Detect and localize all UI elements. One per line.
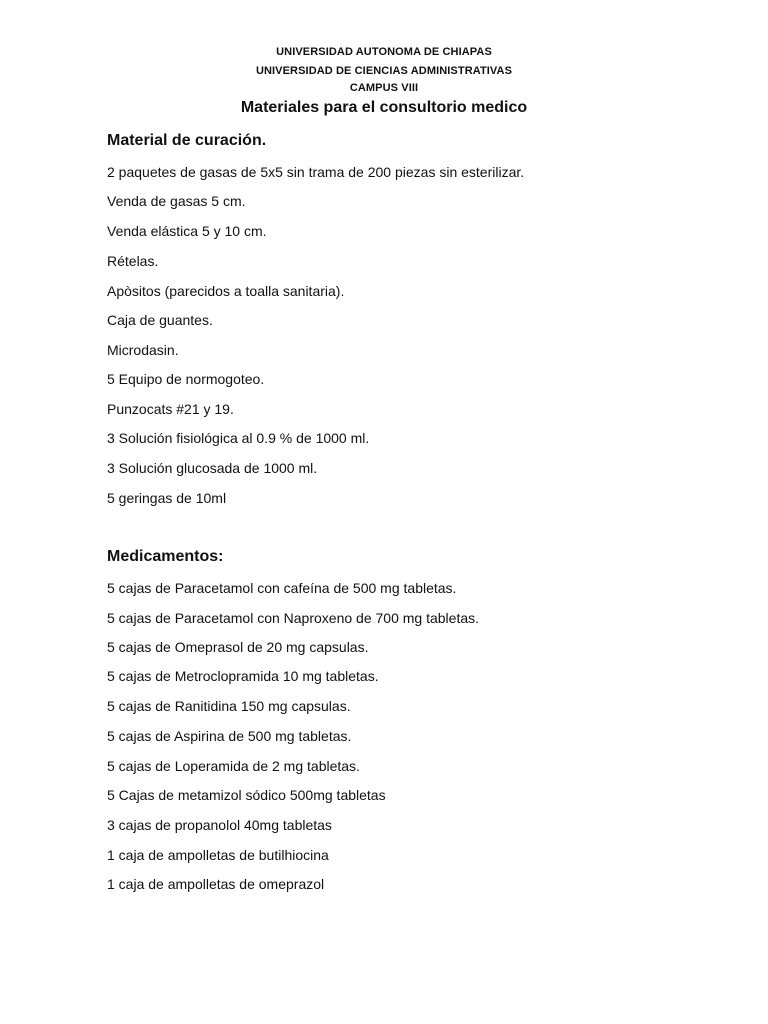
list-item: 5 cajas de Aspirina de 500 mg tabletas. (107, 728, 352, 744)
faculty-name: UNIVERSIDAD DE CIENCIAS ADMINISTRATIVAS (255, 65, 513, 77)
list-item: 3 Solución fisiológica al 0.9 % de 1000 ml. (107, 430, 370, 446)
list-item: 5 cajas de Metroclopramida 10 mg tabletas. (107, 668, 379, 684)
list-item: 2 paquetes de gasas de 5x5 sin trama de 200 piezas sin esterilizar. (107, 164, 525, 180)
list-item: Venda elástica 5 y 10 cm. (107, 223, 267, 239)
university-name: UNIVERSIDAD AUTONOMA DE CHIAPAS (276, 46, 492, 58)
list-item: 3 Solución glucosada de 1000 ml. (107, 460, 318, 476)
list-item: Apòsitos (parecidos a toalla sanitaria). (107, 283, 345, 299)
list-item: Punzocats #21 y 19. (107, 401, 234, 417)
list-item: 5 cajas de Paracetamol con cafeína de 500 mg tabletas. (107, 580, 457, 596)
list-item: 3 cajas de propanolol 40mg tabletas (107, 817, 332, 833)
list-item: 5 cajas de Omeprasol de 20 mg capsulas. (107, 639, 369, 655)
list-item: 5 Equipo de normogoteo. (107, 371, 265, 387)
list-item: 5 cajas de Loperamida de 2 mg tabletas. (107, 758, 360, 774)
campus-name: CAMPUS VIII (349, 82, 419, 94)
document-title: Materiales para el consultorio medico (240, 99, 528, 116)
list-item: 5 Cajas de metamizol sódico 500mg tabletas (107, 787, 386, 803)
section-heading-medicamentos: Medicamentos: (107, 548, 224, 565)
list-item: 5 cajas de Ranitidina 150 mg capsulas. (107, 698, 351, 714)
list-item: Venda de gasas 5 cm. (107, 193, 246, 209)
list-item: 1 caja de ampolletas de butilhiocina (107, 847, 329, 863)
list-item: 1 caja de ampolletas de omeprazol (107, 876, 325, 892)
list-item: Microdasin. (107, 342, 179, 358)
list-item: 5 cajas de Paracetamol con Naproxeno de 700 mg tabletas. (107, 610, 480, 626)
list-item: Rételas. (107, 253, 159, 269)
list-item: Caja de guantes. (107, 312, 213, 328)
section-heading-curacion: Material de curación. (107, 132, 267, 149)
list-item: 5 geringas de 10ml (107, 490, 227, 506)
